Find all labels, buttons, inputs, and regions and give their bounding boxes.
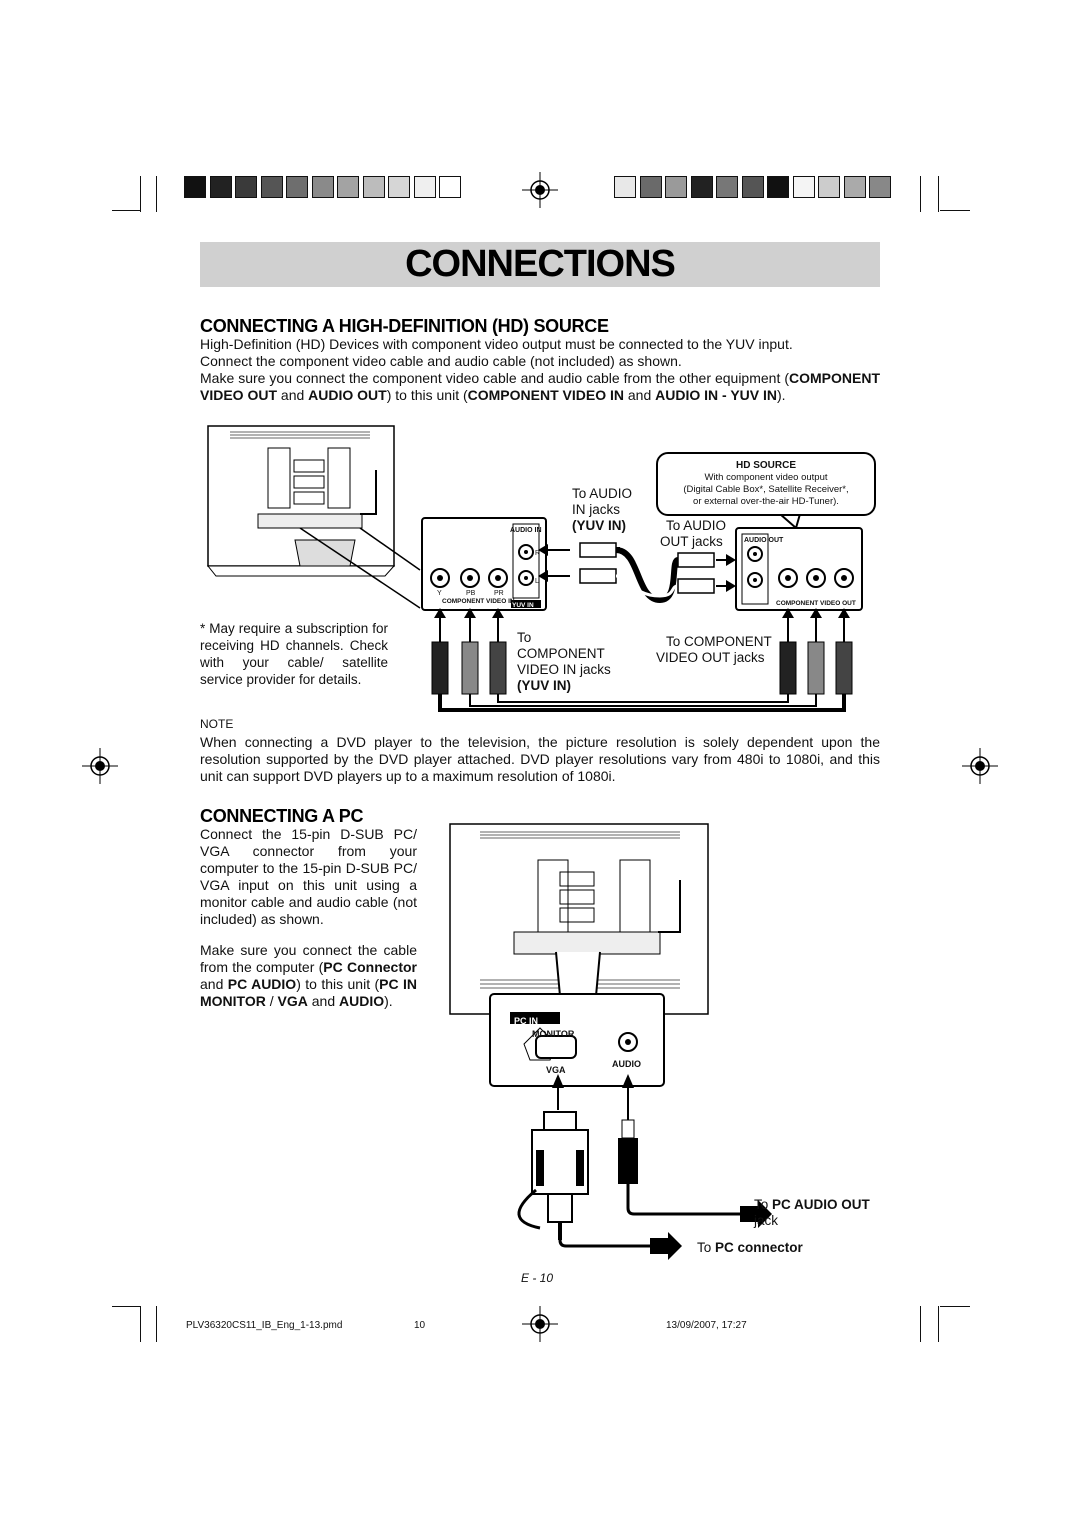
pc-connection-diagram xyxy=(440,820,880,1260)
jack-pb-label: PB xyxy=(466,590,476,597)
registration-target-icon xyxy=(82,748,118,784)
to-component-in-label-3: VIDEO IN jacks xyxy=(517,662,611,677)
panel-audio-out-label: AUDIO OUT xyxy=(744,537,784,544)
page-title-band xyxy=(200,242,880,287)
panel-component-video-out-label: COMPONENT VIDEO OUT xyxy=(776,600,856,607)
to-audio-in-label-3: (YUV IN) xyxy=(572,518,626,533)
note-text: When connecting a DVD player to the television, the picture resolution is solely dependent upon the resolution supported by the DVD player attached. DVD player resolutions vary from 480i to 1080i, and this unit can support DVD players up to a maximum resolution of 1080i. xyxy=(200,734,880,784)
subscription-footnote: * May require a subscription for receiving HD channels. Check with your cable/ satellite service provider for details. xyxy=(200,621,388,687)
tv-back-illustration xyxy=(208,426,394,576)
registration-target-icon xyxy=(962,748,998,784)
color-swatch xyxy=(691,176,713,198)
vga-label: VGA xyxy=(546,1065,566,1075)
hd-section-heading: CONNECTING A HIGH-DEFINITION (HD) SOURCE xyxy=(200,316,609,336)
pc-input-panel xyxy=(490,994,664,1086)
to-audio-out-label-1: To AUDIO xyxy=(666,518,727,533)
color-swatch xyxy=(742,176,764,198)
color-swatch xyxy=(337,176,359,198)
audio-plug xyxy=(618,1120,638,1184)
color-swatch xyxy=(640,176,662,198)
color-swatch xyxy=(414,176,436,198)
to-audio-in-label-1: To AUDIO xyxy=(572,486,633,501)
hd-paragraph-1: High-Definition (HD) Devices with component video output must be connected to the YUV input. xyxy=(200,336,793,352)
note-label: NOTE xyxy=(200,717,234,731)
color-swatch xyxy=(235,176,257,198)
color-swatch xyxy=(286,176,308,198)
footer-date: 13/09/2007, 17:27 xyxy=(666,1320,747,1331)
hd-paragraph-2: Connect the component video cable and audio cable (not included) as shown. xyxy=(200,353,682,369)
color-swatch xyxy=(869,176,891,198)
hd-source-title: HD SOURCE xyxy=(735,460,796,471)
page-title: CONNECTIONS xyxy=(405,243,675,285)
hd-paragraph-3: Make sure you connect the component video cable and audio cable from the other equipment (COMPONENT VIDEO OUT and AUDIO OUT) to this unit (COMPONENT VIDEO IN and AUDIO IN - YUV IN). xyxy=(200,370,880,403)
pc-paragraph-1: Connect the 15-pin D-SUB PC/ VGA connector from your computer to the 15-pin D-SUB PC/ VGA input on this unit using a monitor cable and audio cable (not included) as shown. xyxy=(200,826,417,927)
color-swatch xyxy=(614,176,636,198)
color-swatch xyxy=(793,176,815,198)
vga-plug xyxy=(532,1112,588,1240)
to-pc-connector-label: To PC connector xyxy=(697,1240,803,1255)
color-swatch xyxy=(184,176,206,198)
hd-source-box xyxy=(656,452,876,516)
registration-target-icon xyxy=(522,172,558,208)
jack-y-label: Y xyxy=(437,590,442,597)
color-swatch xyxy=(665,176,687,198)
color-swatch xyxy=(818,176,840,198)
color-swatch xyxy=(716,176,738,198)
pc-section-heading: CONNECTING A PC xyxy=(200,806,364,826)
to-audio-out-label-2: OUT jacks xyxy=(660,534,723,549)
jack-l-label: L xyxy=(535,578,539,585)
component-video-cable xyxy=(432,608,852,710)
pc-in-label: PC IN xyxy=(514,1016,539,1026)
page-number: E - 10 xyxy=(521,1271,554,1285)
color-swatch xyxy=(439,176,461,198)
registration-target-icon xyxy=(522,1306,558,1342)
to-component-in-label-2: COMPONENT xyxy=(517,646,605,661)
monitor-label: MONITOR xyxy=(532,1029,575,1039)
color-swatch xyxy=(388,176,410,198)
to-pc-audio-out-jack-label: jack xyxy=(754,1213,779,1228)
audio-label: AUDIO xyxy=(612,1059,641,1069)
to-audio-in-label-2: IN jacks xyxy=(572,502,621,517)
hd-source-line: or external over-the-air HD-Tuner). xyxy=(693,496,839,507)
panel-yuv-in-label: YUV IN xyxy=(512,602,534,609)
hd-source-line: With component video output xyxy=(704,472,828,483)
color-swatch xyxy=(210,176,232,198)
to-pc-audio-out-label: To PC AUDIO OUT xyxy=(754,1197,870,1212)
jack-pr-label: PR xyxy=(494,590,504,597)
hd-source-line: (Digital Cable Box*, Satellite Receiver*, xyxy=(683,484,849,495)
footer-filename: PLV36320CS11_IB_Eng_1-13.pmd xyxy=(186,1320,343,1331)
audio-cable xyxy=(538,543,736,600)
color-swatch xyxy=(261,176,283,198)
to-component-in-label-4: (YUV IN) xyxy=(517,678,571,693)
color-swatch xyxy=(844,176,866,198)
to-component-out-label-1: To COMPONENT xyxy=(666,634,772,649)
color-swatch xyxy=(363,176,385,198)
jack-r-label: R xyxy=(535,550,541,557)
footer-page: 10 xyxy=(414,1320,426,1331)
color-swatch xyxy=(767,176,789,198)
color-swatch xyxy=(312,176,334,198)
panel-component-video-in-label: COMPONENT VIDEO IN xyxy=(442,598,515,605)
to-component-out-label-2: VIDEO OUT jacks xyxy=(656,650,765,665)
to-component-in-label-1: To xyxy=(517,630,532,645)
panel-audio-in-label: AUDIO IN xyxy=(510,527,542,534)
pc-paragraph-2: Make sure you connect the cable from the computer (PC Connector and PC AUDIO) to this unit (PC IN MONITOR / VGA and AUDIO). xyxy=(200,942,418,1009)
